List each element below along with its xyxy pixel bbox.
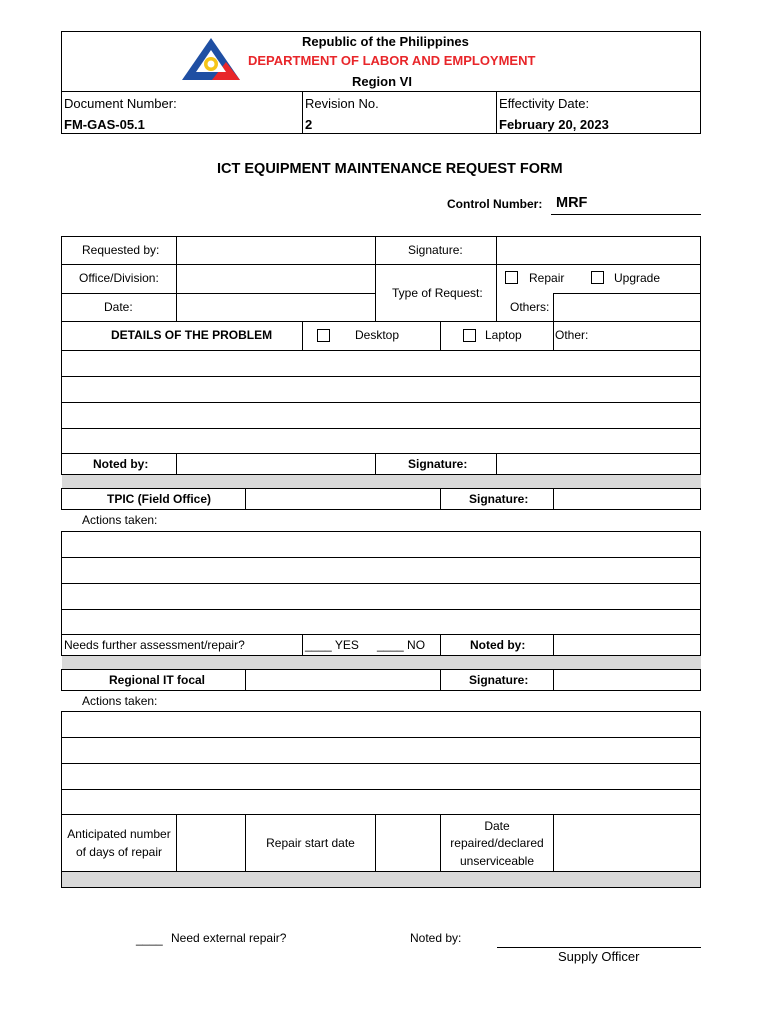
col-line <box>440 634 441 656</box>
row-line <box>61 557 701 558</box>
laptop-checkbox[interactable] <box>463 329 476 342</box>
col-line <box>245 488 246 510</box>
separator-band <box>62 475 701 488</box>
row-line <box>61 321 701 322</box>
row-line <box>61 453 701 454</box>
details-of-problem-label: DETAILS OF THE PROBLEM <box>111 328 273 342</box>
office-division-field[interactable] <box>177 265 374 292</box>
col-line <box>440 669 441 691</box>
repair-checkbox[interactable] <box>505 271 518 284</box>
tpic-noted-by-label: Noted by: <box>470 638 526 652</box>
form-title: ICT EQUIPMENT MAINTENANCE REQUEST FORM <box>217 161 563 177</box>
row-line <box>61 814 701 815</box>
col-line <box>302 321 303 350</box>
revision-label: Revision No. <box>305 96 379 111</box>
row-line <box>61 350 701 351</box>
others-label: Others: <box>510 300 550 314</box>
desktop-label: Desktop <box>355 328 400 342</box>
signature-label: Signature: <box>408 243 463 257</box>
header-col-divider-2 <box>496 91 497 134</box>
col-line <box>176 453 177 475</box>
supply-officer-signature-line[interactable] <box>497 947 701 948</box>
department-title: DEPARTMENT OF LABOR AND EMPLOYMENT <box>248 53 536 68</box>
region-title: Region VI <box>352 74 412 89</box>
col-line <box>302 634 303 656</box>
anticipated-days-label-2: of days of repair <box>75 845 163 859</box>
row-line <box>61 583 701 584</box>
tpic-actions-label: Actions taken: <box>82 513 158 527</box>
yes-option[interactable]: ____ YES <box>305 638 359 652</box>
other-label: Other: <box>555 328 589 342</box>
col-line <box>496 453 497 475</box>
upgrade-checkbox[interactable] <box>591 271 604 284</box>
row-line <box>61 737 701 738</box>
col-line <box>553 488 554 510</box>
col-line <box>553 669 554 691</box>
doc-number-value: FM-GAS-05.1 <box>64 117 145 132</box>
anticipated-days-label-1: Anticipated number <box>67 827 171 841</box>
repair-start-date-label: Repair start date <box>266 836 355 850</box>
col-line <box>375 814 376 871</box>
effectivity-value: February 20, 2023 <box>499 117 609 132</box>
type-of-request-label: Type of Request: <box>392 286 483 300</box>
others-field[interactable] <box>554 294 700 320</box>
noted-by-signature-label: Signature: <box>408 457 468 471</box>
header-divider <box>61 91 701 92</box>
separator-band <box>62 656 701 669</box>
dole-logo-icon <box>180 36 242 82</box>
date-field[interactable] <box>177 294 374 320</box>
doc-number-label: Document Number: <box>64 96 177 111</box>
control-number-value[interactable]: MRF <box>556 195 588 211</box>
external-repair-label: Need external repair? <box>171 931 287 945</box>
col-line <box>176 814 177 871</box>
footer-noted-by-label: Noted by: <box>410 931 462 945</box>
col-line <box>375 453 376 475</box>
col-line <box>553 634 554 656</box>
external-repair-blank[interactable]: ____ <box>136 932 163 946</box>
office-division-label: Office/Division: <box>79 271 159 285</box>
col-line <box>553 814 554 871</box>
requested-by-field[interactable] <box>177 237 374 263</box>
header-col-divider-1 <box>302 91 303 134</box>
col-line <box>440 321 441 350</box>
noted-by-label: Noted by: <box>93 457 149 471</box>
date-repaired-label-1: Date <box>484 819 510 833</box>
row-line <box>61 376 701 377</box>
row-line <box>61 609 701 610</box>
needs-assessment-label: Needs further assessment/repair? <box>64 638 245 652</box>
date-label: Date: <box>104 300 133 314</box>
col-line <box>553 321 554 350</box>
revision-value: 2 <box>305 117 313 132</box>
regional-it-label: Regional IT focal <box>109 673 206 687</box>
row-line <box>61 428 701 429</box>
col-line <box>375 236 376 321</box>
date-repaired-label-3: unserviceable <box>459 854 535 868</box>
row-line <box>61 634 701 635</box>
supply-officer-label: Supply Officer <box>558 949 640 964</box>
row-line <box>61 789 701 790</box>
control-number-underline <box>551 214 701 215</box>
regional-actions-label: Actions taken: <box>82 694 158 708</box>
date-repaired-label-2: repaired/declared <box>450 836 544 850</box>
row-line <box>61 264 701 265</box>
no-option[interactable]: ____ NO <box>377 638 426 652</box>
republic-title: Republic of the Philippines <box>302 34 469 49</box>
separator-band <box>62 872 700 887</box>
upgrade-label: Upgrade <box>614 271 661 285</box>
repair-label: Repair <box>529 271 565 285</box>
laptop-label: Laptop <box>485 328 522 342</box>
regional-signature-label: Signature: <box>469 673 529 687</box>
row-line <box>61 402 701 403</box>
tpic-signature-label: Signature: <box>469 492 529 506</box>
row-line <box>61 763 701 764</box>
control-number-label: Control Number: <box>447 197 543 211</box>
col-line <box>245 669 246 691</box>
signature-field[interactable] <box>497 237 700 263</box>
requested-by-label: Requested by: <box>82 243 160 257</box>
desktop-checkbox[interactable] <box>317 329 330 342</box>
col-line <box>440 488 441 510</box>
tpic-label: TPIC (Field Office) <box>107 492 212 506</box>
effectivity-label: Effectivity Date: <box>499 96 590 111</box>
